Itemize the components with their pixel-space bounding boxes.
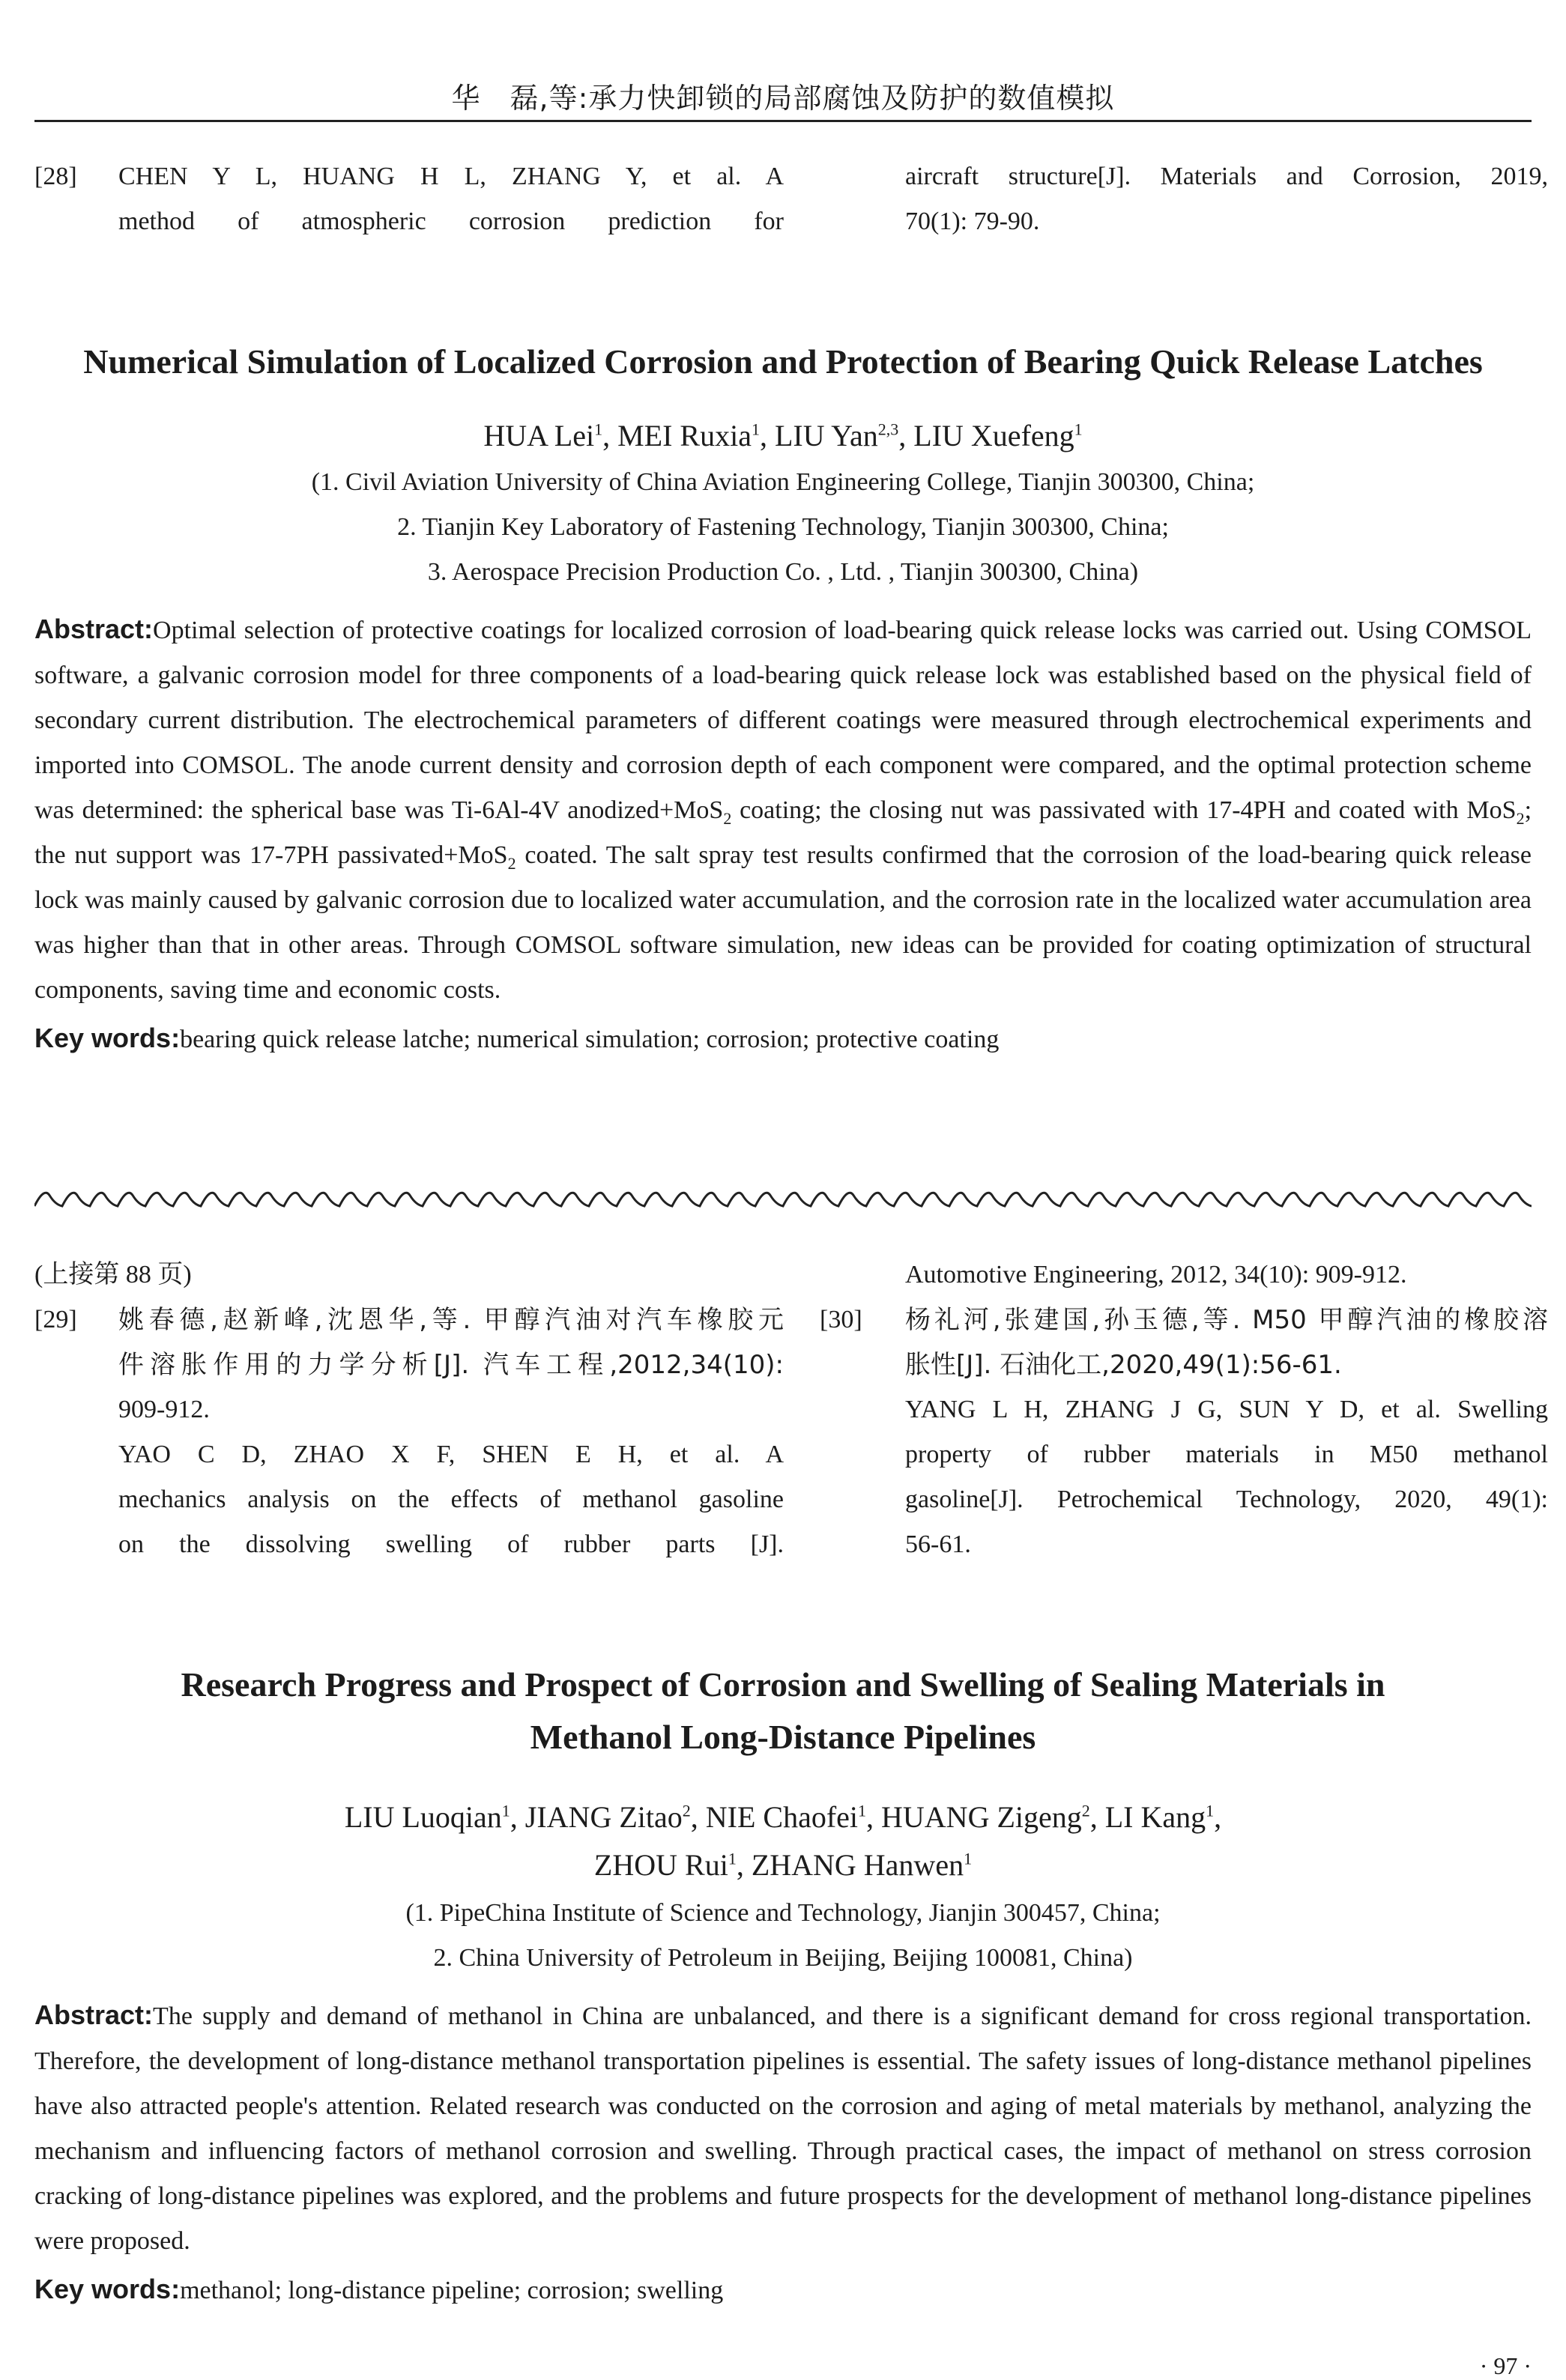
author-affil-mark: 1 bbox=[751, 420, 760, 439]
continued-note: (上接第 88 页) bbox=[34, 1261, 192, 1289]
abstract-text: coated. The salt spray test results confirmed that the corrosion of the load-bearing quick release lock was mainly caused by galvanic corrosion due to localized water accumulation, and the corrosion rate in the localized water accumulation area was higher than that in other areas. Through COMSOL software simulation, new ideas can be provided for coating optimization of structural components, saving time and economic costs. bbox=[34, 841, 1532, 1004]
author-line: LIU Luoqian$^1$, JIANG Zitao$^2$, NIE Chaofei$^1$, HUANG Zigeng$^2$, LI Kang$^1$, bbox=[344, 1800, 1222, 1834]
abstract-text: ; the nut support was 17-7PH passivated+MoS bbox=[34, 796, 1532, 869]
article1-affiliations bbox=[34, 460, 1532, 595]
article1-authors: HUA Lei$^1$, MEI Ruxia$^1$, LIU Yan$^{2,3}$, LIU Xuefeng$^1$ bbox=[483, 419, 1083, 452]
keywords-label: Key words bbox=[34, 2274, 172, 2304]
ref-line: method of atmospheric corrosion prediction for bbox=[118, 208, 784, 235]
author-name: HUA Lei bbox=[483, 419, 595, 452]
header-rule bbox=[34, 120, 1532, 122]
title-line: Methanol Long-Distance Pipelines bbox=[530, 1718, 1036, 1756]
running-header: 华 磊,等:承力快卸锁的局部腐蚀及防护的数值模拟 bbox=[451, 82, 1115, 115]
ref-line: CHEN Y L, HUANG H L, ZHANG Y, et al. A bbox=[118, 163, 784, 190]
ref-line: 杨礼河,张建国,孙玉德,等. M50 甲醇汽油的橡胶溶 bbox=[905, 1305, 1548, 1335]
keywords-text: bearing quick release latche; numerical simulation; corrosion; protective coating bbox=[180, 1026, 1000, 1053]
ref-number: [28] bbox=[34, 163, 77, 190]
abstract-label: Abstract bbox=[34, 1999, 145, 2030]
ref-28-left bbox=[34, 154, 784, 244]
author-affil-mark: 2,3 bbox=[877, 420, 899, 439]
ref-line: 909-912. bbox=[118, 1396, 210, 1423]
ref-line: 70(1): 79-90. bbox=[905, 208, 1040, 235]
ref-line: aircraft structure[J]. Materials and Corrosion, 2019, bbox=[905, 163, 1548, 190]
ref-line: 胀性[J]. 石油化工,2020,49(1):56-61. bbox=[905, 1350, 1342, 1380]
author-affil-mark: 1 bbox=[1206, 1801, 1215, 1820]
author-affil-mark: 1 bbox=[1074, 420, 1083, 439]
author-name: LIU Luoqian bbox=[344, 1800, 502, 1834]
ref-number: [29] bbox=[34, 1306, 77, 1333]
ref-line: 件溶胀作用的力学分析[J]. 汽车工程,2012,34(10): bbox=[118, 1350, 784, 1380]
author-name: ZHOU Rui bbox=[593, 1848, 728, 1882]
article2-keywords: Key words:methanol; long-distance pipeline; corrosion; swelling bbox=[34, 2274, 724, 2304]
author-name: LI Kang bbox=[1104, 1800, 1206, 1834]
author-name: LIU Yan bbox=[774, 419, 878, 452]
subscript: 2 bbox=[507, 853, 516, 873]
author-affil-mark: 1 bbox=[964, 1849, 973, 1868]
author-affil-mark: 1 bbox=[858, 1801, 867, 1820]
author-line: ZHOU Rui$^1$, ZHANG Hanwen$^1$ bbox=[593, 1848, 973, 1882]
page-number: · 97 · bbox=[1479, 2352, 1532, 2379]
author-affil-mark: 2 bbox=[682, 1801, 691, 1820]
abstract-label: Abstract bbox=[34, 614, 145, 644]
ref-line: 姚春德,赵新峰,沈恩华,等. 甲醇汽油对汽车橡胶元 bbox=[118, 1305, 784, 1335]
affiliation-line: (1. PipeChina Institute of Science and Technology, Jianjin 300457, China; bbox=[405, 1899, 1161, 1927]
ref-28-right bbox=[905, 154, 1548, 244]
article2-affiliations bbox=[34, 1891, 1532, 1981]
keywords-text: methanol; long-distance pipeline; corrosion; swelling bbox=[180, 2277, 724, 2304]
article2-title bbox=[34, 1659, 1532, 1763]
author-affil-mark: 2 bbox=[1081, 1801, 1090, 1820]
subscript: 2 bbox=[723, 808, 732, 828]
affiliation-line: 2. China University of Petroleum in Beijing, Beijing 100081, China) bbox=[433, 1944, 1133, 1972]
title-line: Research Progress and Prospect of Corrosion and Swelling of Sealing Materials in bbox=[181, 1665, 1385, 1704]
article1-keywords: Key words:bearing quick release latche; numerical simulation; corrosion; protective coating bbox=[34, 1023, 1000, 1053]
author-name: NIE Chaofei bbox=[705, 1800, 859, 1834]
keywords-label: Key words bbox=[34, 1023, 172, 1053]
affiliation-line: 2. Tianjin Key Laboratory of Fastening Technology, Tianjin 300300, China; bbox=[397, 513, 1169, 541]
affiliation-line: (1. Civil Aviation University of China Aviation Engineering College, Tianjin 300300, China; bbox=[311, 468, 1255, 496]
abstract-text: Optimal selection of protective coatings for localized corrosion of load-bearing quick release locks was carried out. Using COMSOL software, a galvanic corrosion model for three components of a load-bearing quick release lock was established based on the physical field of secondary current distribution. The electrochemical parameters of different coatings were measured through electrochemical experiments and imported into COMSOL. The anode current density and corrosion depth of each component were compared, and the optimal protection scheme was determined: the spherical base was Ti-6Al-4V anodized+MoS bbox=[34, 617, 1532, 824]
author-name: JIANG Zitao bbox=[524, 1800, 683, 1834]
ref-line: mechanics analysis on the effects of methanol gasoline bbox=[118, 1486, 784, 1513]
article2-abstract: Abstract:The supply and demand of methanol in China are unbalanced, and there is a significant demand for cross regional transportation. Therefore, the development of long-distance methanol transportation pipelines is essential. The safety issues of long-distance methanol pipelines have also attracted people's attention. Related research was conducted on the corrosion and aging of metal materials by methanol, analyzing the mechanism and influencing factors of methanol corrosion and swelling. Through practical cases, the impact of methanol on stress corrosion cracking of long-distance pipelines was explored, and the problems and future prospects for the development of methanol long-distance pipelines were proposed. Key words:methanol; long-distance pipeline; corrosion; swelling bbox=[34, 1993, 1532, 2313]
author-name: HUANG Zigeng bbox=[881, 1800, 1082, 1834]
ref-line: property of rubber materials in M50 methanol bbox=[905, 1441, 1548, 1468]
author-affil-mark: 1 bbox=[728, 1849, 737, 1868]
ref-line: on the dissolving swelling of rubber parts [J]. bbox=[118, 1530, 784, 1558]
author-name: ZHANG Hanwen bbox=[751, 1848, 964, 1882]
subscript: 2 bbox=[1516, 808, 1525, 828]
ref-line: Automotive Engineering, 2012, 34(10): 909-912. bbox=[905, 1261, 1407, 1289]
affiliation-line: 3. Aerospace Precision Production Co. , Ltd. , Tianjin 300300, China) bbox=[427, 558, 1139, 586]
author-name: MEI Ruxia bbox=[617, 419, 752, 452]
author-name: LIU Xuefeng bbox=[913, 419, 1074, 452]
ref-number: [30] bbox=[820, 1306, 862, 1333]
author-affil-mark: 1 bbox=[594, 420, 603, 439]
author-affil-mark: 1 bbox=[501, 1801, 510, 1820]
abstract-text: The supply and demand of methanol in China are unbalanced, and there is a significant demand for cross regional transportation. Therefore, the development of long-distance methanol transportation pipelines is essential. The safety issues of long-distance methanol pipelines have also attracted people's attention. Related research was conducted on the corrosion and aging of metal materials by methanol, analyzing the mechanism and influencing factors of methanol corrosion and swelling. Through practical cases, the impact of methanol on stress corrosion cracking of long-distance pipelines was explored, and the problems and future prospects for the development of methanol long-distance pipelines were proposed. bbox=[34, 2002, 1532, 2255]
ref-line: YANG L H, ZHANG J G, SUN Y D, et al. Swelling bbox=[905, 1396, 1548, 1423]
continued-right bbox=[820, 1253, 1548, 1567]
continued-left bbox=[34, 1253, 784, 1567]
wavy-separator bbox=[34, 1184, 1532, 1214]
abstract-text: coating; the closing nut was passivated with 17-4PH and coated with MoS bbox=[731, 796, 1517, 824]
article1-title: Numerical Simulation of Localized Corrosion and Protection of Bearing Quick Release Latches bbox=[83, 342, 1483, 381]
ref-line: YAO C D, ZHAO X F, SHEN E H, et al. A bbox=[118, 1441, 784, 1468]
article2-authors bbox=[34, 1793, 1532, 1889]
ref-line: 56-61. bbox=[905, 1530, 971, 1558]
article1-abstract: Abstract:Optimal selection of protective coatings for localized corrosion of load-bearing quick release locks was carried out. Using COMSOL software, a galvanic corrosion model for three components of a load-bearing quick release lock was established based on the physical field of secondary current distribution. The electrochemical parameters of different coatings were measured through electrochemical experiments and imported into COMSOL. The anode current density and corrosion depth of each component were compared, and the optimal protection scheme was determined: the spherical base was Ti-6Al-4V anodized+MoS$_2$ coating; the closing nut was passivated with 17-4PH and coated with MoS$_2$; the nut support was 17-7PH passivated+MoS$_2$ coated. The salt spray test results confirmed that the corrosion of the load-bearing quick release lock was mainly caused by galvanic corrosion due to localized water accumulation, and the corrosion rate in the localized water accumulation area was higher than that in other areas. Through COMSOL software simulation, new ideas can be provided for coating optimization of structural components, saving time and economic costs. Key words:bearing quick release latche; numerical simulation; corrosion; protective coating bbox=[34, 607, 1532, 1062]
ref-line: gasoline[J]. Petrochemical Technology, 2020, 49(1): bbox=[905, 1486, 1548, 1513]
